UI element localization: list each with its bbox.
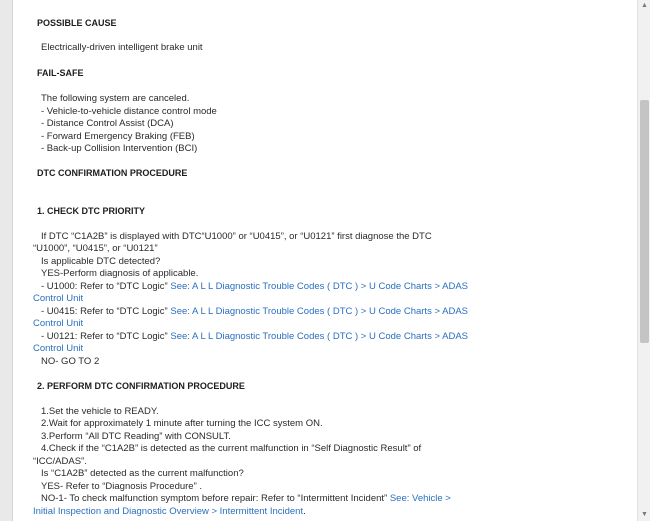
reference-link-cont[interactable]: Control Unit <box>33 293 84 304</box>
check-priority-paragraph: If DTC “C1A2B” is displayed with DTC“U1000” or “U0415”, or “U0121” first diagnose the DTC <box>41 231 432 242</box>
possible-cause-heading: POSSIBLE CAUSE <box>37 18 117 28</box>
reference-line <box>41 306 468 319</box>
reference-link-cont[interactable]: Control Unit <box>33 343 84 354</box>
procedure-step-cont: “ICC/ADAS”. <box>33 456 87 467</box>
scroll-down-arrow-icon[interactable]: ▼ <box>641 511 648 518</box>
fail-safe-item: - Forward Emergency Braking (FEB) <box>41 131 195 142</box>
scroll-up-arrow-icon[interactable]: ▲ <box>641 2 648 9</box>
reference-link[interactable]: See: A L L Diagnostic Trouble Codes ( DTC ) > U Code Charts > ADAS <box>170 331 468 342</box>
check-priority-paragraph-cont: “U1000”, “U0415”, or “U0121” <box>33 243 158 254</box>
procedure-step: 4.Check if the “C1A2B” is detected as the current malfunction in “Self Diagnostic Result” of <box>41 443 422 454</box>
procedure-no1-link[interactable]: See: Vehicle > <box>389 493 451 504</box>
reference-prefix: - U0415: Refer to “DTC Logic” <box>41 306 171 317</box>
reference-link-cont[interactable]: Control Unit <box>33 318 84 329</box>
procedure-no1 <box>41 493 451 506</box>
procedure-step: 3.Perform “All DTC Reading” with CONSULT. <box>41 431 231 442</box>
reference-prefix: - U1000: Refer to “DTC Logic” <box>41 281 171 292</box>
fail-safe-heading: FAIL-SAFE <box>37 68 84 78</box>
reference-line <box>41 281 468 294</box>
reference-link[interactable]: See: A L L Diagnostic Trouble Codes ( DTC ) > U Code Charts > ADAS <box>170 281 468 292</box>
procedure-no1-suffix: . <box>303 506 306 517</box>
reference-link[interactable]: See: A L L Diagnostic Trouble Codes ( DTC ) > U Code Charts > ADAS <box>170 306 468 317</box>
left-window-border <box>0 0 13 521</box>
check-priority-question: Is applicable DTC detected? <box>41 256 161 267</box>
procedure-no1-link-cont[interactable]: Initial Inspection and Diagnostic Overview > Intermittent Incident <box>33 506 304 517</box>
fail-safe-item: - Vehicle-to-vehicle distance control mode <box>41 106 217 117</box>
fail-safe-intro: The following system are canceled. <box>41 93 190 104</box>
procedure-question: Is “C1A2B” detected as the current malfunction? <box>41 468 244 479</box>
procedure-no1-cont <box>33 506 306 519</box>
document-content <box>13 0 637 521</box>
check-priority-heading: 1. CHECK DTC PRIORITY <box>37 206 146 216</box>
vertical-scrollbar[interactable] <box>637 0 650 521</box>
procedure-step: 1.Set the vehicle to READY. <box>41 406 159 417</box>
procedure-no1-prefix: NO-1- To check malfunction symptom before repair: Refer to “Intermittent Incident” <box>41 493 390 504</box>
perform-procedure-heading: 2. PERFORM DTC CONFIRMATION PROCEDURE <box>37 381 245 391</box>
scrollbar-thumb[interactable] <box>640 100 649 343</box>
check-priority-yes: YES-Perform diagnosis of applicable. <box>41 268 199 279</box>
procedure-step: 2.Wait for approximately 1 minute after turning the ICC system ON. <box>41 418 323 429</box>
check-priority-no: NO- GO TO 2 <box>41 356 100 367</box>
possible-cause-text: Electrically-driven intelligent brake unit <box>41 42 203 53</box>
dtc-confirmation-heading: DTC CONFIRMATION PROCEDURE <box>37 168 188 178</box>
reference-prefix: - U0121: Refer to “DTC Logic” <box>41 331 171 342</box>
fail-safe-item: - Back-up Collision Intervention (BCI) <box>41 143 198 154</box>
reference-line <box>41 331 468 344</box>
procedure-yes: YES- Refer to “Diagnosis Procedure” . <box>41 481 203 492</box>
fail-safe-item: - Distance Control Assist (DCA) <box>41 118 174 129</box>
